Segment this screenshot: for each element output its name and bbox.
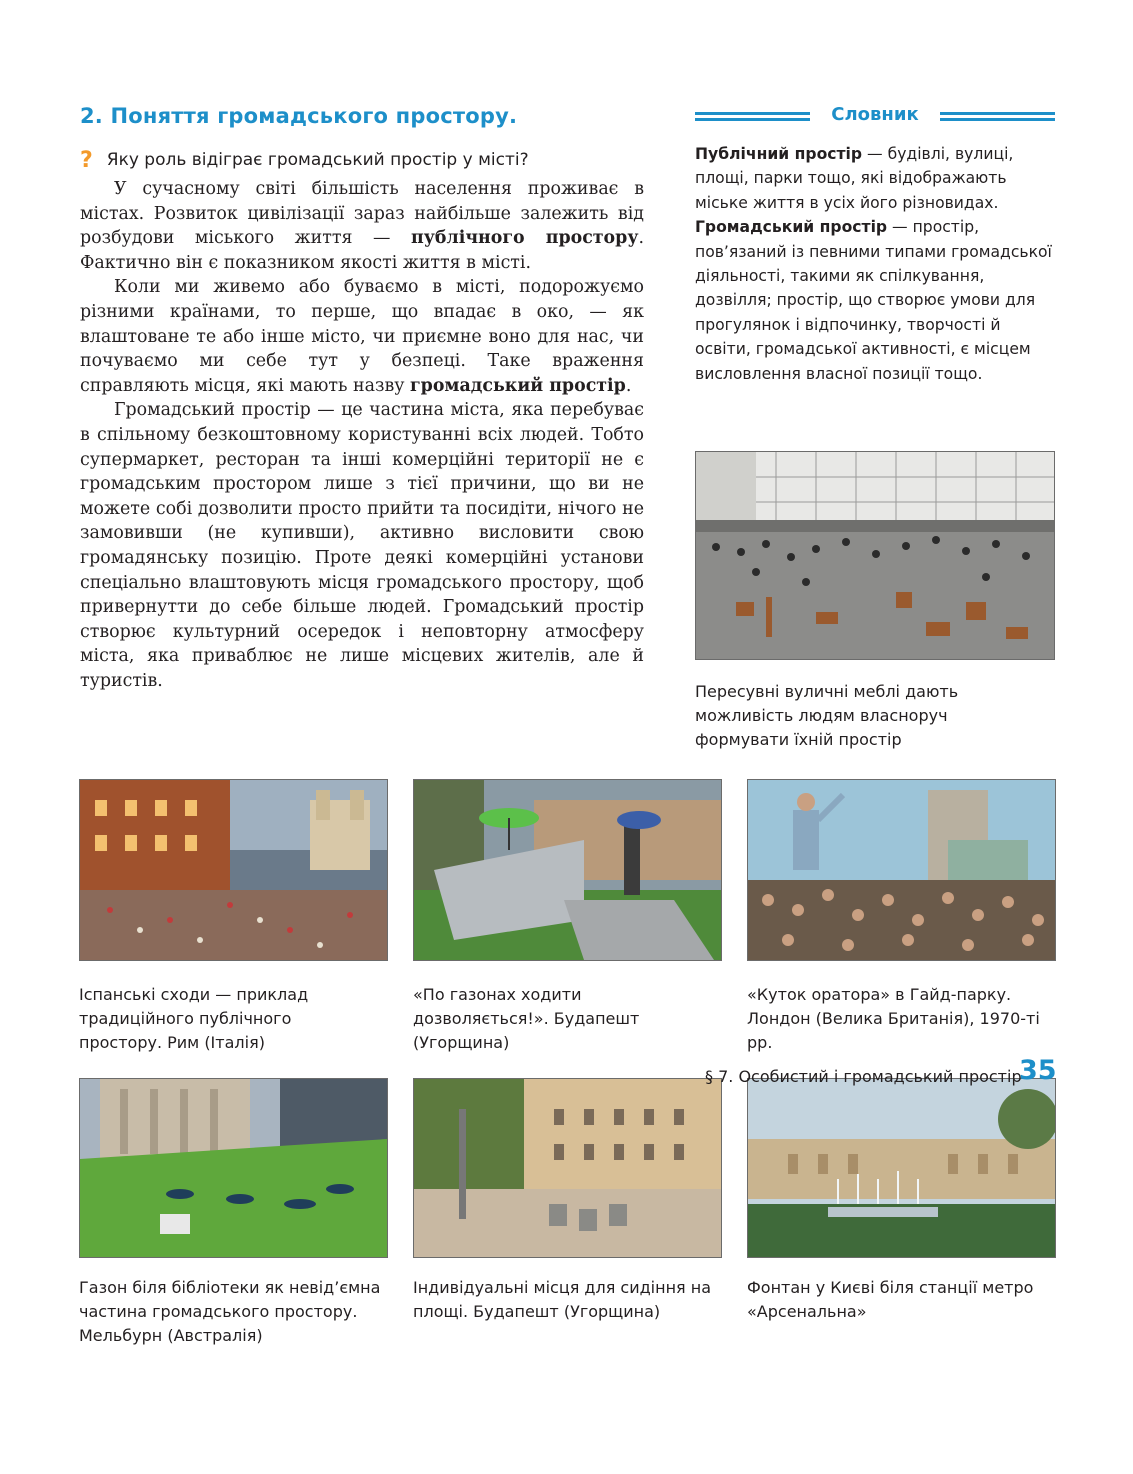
dictionary-term: Громадський простір bbox=[695, 218, 888, 237]
photo-street-furniture bbox=[695, 451, 1055, 660]
dictionary-term: Публічний простір bbox=[695, 145, 863, 163]
caption-spanish-steps: Іспанські сходи — приклад традиційного публічного простору. Рим (Італія) bbox=[79, 985, 309, 1052]
main-text bbox=[80, 177, 644, 693]
dictionary-rule-right bbox=[940, 112, 1055, 122]
dictionary-definition: — простір, пов’язаний із певними типами громадської діяльності, такими як спілкування, дозвілля; простір, що створює умови для прогулянок і відпочинку, творчості й освіти, громадської активності, є місцем висловлення власної позиції тощо. bbox=[695, 218, 1052, 383]
caption-street-furniture: Пересувні вуличні меблі дають можливість людям власноруч формувати їхній простір bbox=[695, 682, 959, 749]
photo-kyiv-fountain bbox=[747, 1078, 1056, 1258]
question-text: Яку роль відіграє громадський простір у місті? bbox=[106, 150, 529, 170]
paragraph-3: Громадський простір — це частина міста, яка перебуває в спільному безкоштовному користуванні всіх людей. Тобто супермаркет, ресторан та інші комерційні території не є громадським простором лише з тієї причини, що ви не можете собі дозволити просто прийти та посидіти, нічого не замовивши (не купивши), активно висловити свою громадянську позицію. Проте деякі комерційні установи спеціально влаштовують місця громадського простору, щоб привернутти до себе більше людей. Громадський простір створює культурний осередок і неповторну атмосферу міста, яка приваблює не лише місцевих жителів, але й туристів. bbox=[80, 400, 644, 691]
bold-term: публічного простору bbox=[410, 228, 639, 249]
paragraph-text: У сучасному світі більшість населення проживає в містах. Розвиток цивілізації зараз найбільше залежить від розбудови міського життя — bbox=[80, 179, 644, 249]
question-mark-icon: ? bbox=[80, 148, 93, 173]
dictionary-title: Словник bbox=[815, 104, 935, 125]
dictionary-rule-left bbox=[695, 112, 810, 122]
guiding-question bbox=[80, 146, 529, 171]
dictionary-body bbox=[695, 142, 1055, 386]
dictionary-entry-2 bbox=[695, 215, 1055, 386]
footer-section-title: § 7. Особистий і громадський простір bbox=[705, 1067, 1022, 1086]
bold-term: громадський простір bbox=[410, 375, 626, 396]
caption-kyiv-fountain: Фонтан у Києві біля станції метро «Арсенальна» bbox=[747, 1278, 1034, 1321]
photo-hyde-park bbox=[747, 779, 1056, 961]
page-number: 35 bbox=[1019, 1055, 1057, 1086]
paragraph-text: Коли ми живемо або буваємо в місті, подорожуємо різними країнами, то перше, що впадає в око, — як влаштоване те або інше місто, чи приємне воно для нас, чи почуваємо ми себе тут у безпеці. Таке враження справляють місця, які мають назву bbox=[80, 277, 644, 396]
caption-hyde-park: «Куток оратора» в Гайд-парку. Лондон (Велика Британія), 1970-ті рр. bbox=[747, 985, 1040, 1052]
photo-spanish-steps bbox=[79, 779, 388, 961]
paragraph-2 bbox=[80, 275, 644, 398]
caption-budapest-seats: Індивідуальні місця для сидіння на площі. Будапешт (Угорщина) bbox=[413, 1278, 712, 1321]
caption-melbourne: Газон біля бібліотеки як невід’ємна частина громадського простору. Мельбурн (Австралія) bbox=[79, 1278, 381, 1345]
paragraph-1 bbox=[80, 177, 644, 275]
dictionary-definition: — будівлі, вулиці, площі, парки тощо, які відображають міське життя в усіх його різновидах. bbox=[695, 145, 1014, 212]
section-heading: 2. Поняття громадського простору. bbox=[80, 104, 518, 128]
paragraph-text: . bbox=[625, 375, 632, 396]
caption-budapest-lawn: «По газонах ходити дозволяється!». Будапешт (Угорщина) bbox=[413, 985, 640, 1052]
photo-budapest-lawn bbox=[413, 779, 722, 961]
dictionary-entry-1 bbox=[695, 142, 1055, 215]
dictionary-header bbox=[695, 104, 1055, 130]
paragraph-text: . Фактично він є показником якості життя в місті. bbox=[80, 228, 644, 273]
photo-melbourne-lawn bbox=[79, 1078, 388, 1258]
photo-budapest-seats bbox=[413, 1078, 722, 1258]
